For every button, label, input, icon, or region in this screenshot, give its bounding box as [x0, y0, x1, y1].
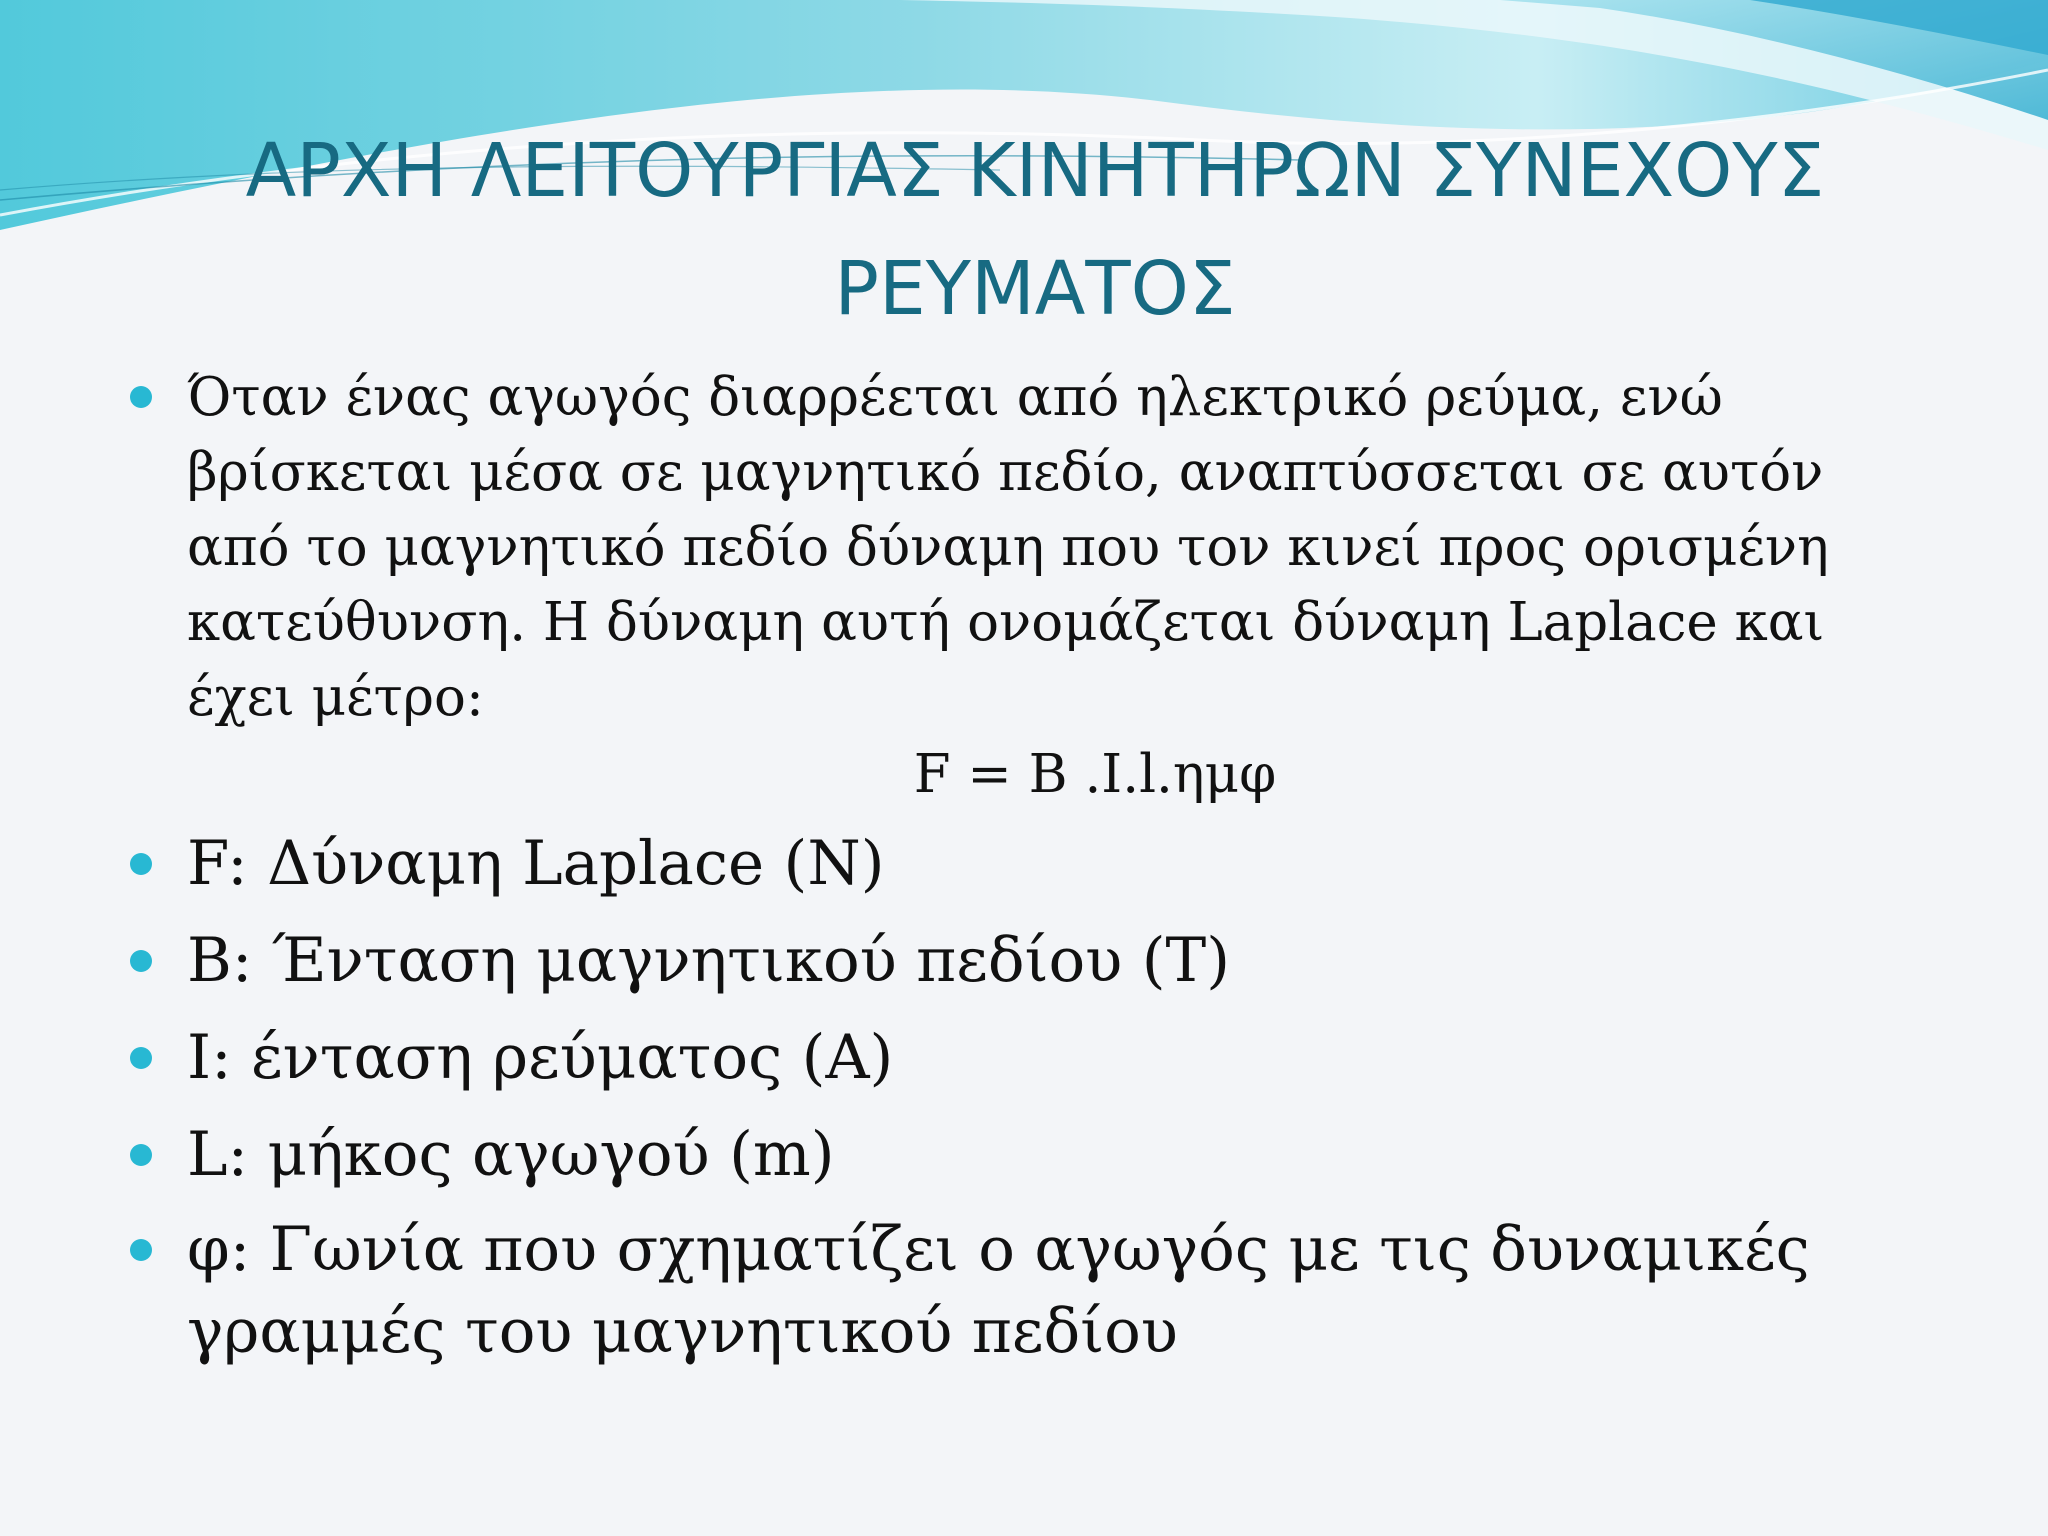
definition-item [120, 1106, 1940, 1203]
bullet-icon [130, 386, 152, 408]
bullet-icon [130, 1239, 152, 1261]
slide-content [120, 360, 1940, 1373]
slide-title: ΑΡΧΗ ΛΕΙΤΟΥΡΓΙΑΣ ΚΙΝΗΤΗΡΩΝ ΣΥΝΕΧΟΥΣ ΡΕΥΜΑΤΟΣ [245, 128, 1825, 332]
definition-text: F: Δύναμη Laplace (N) [187, 828, 885, 899]
definition-item [120, 1209, 1940, 1373]
definition-text: B: Ένταση μαγνητικού πεδίου (T) [187, 925, 1230, 996]
definition-item [120, 912, 1940, 1009]
intro-paragraph [120, 360, 1940, 735]
bullet-icon [130, 1144, 152, 1166]
definition-text: L: μήκος αγωγού (m) [187, 1119, 835, 1190]
bullet-icon [130, 950, 152, 972]
intro-text: Όταν ένας αγωγός διαρρέεται από ηλεκτρικό ρεύμα, ενώ βρίσκεται μέσα σε μαγνητικό πεδίο, αναπτύσσεται σε αυτόν από το μαγνητικό πεδίο δύναμη που τον κινεί προς ορισμένη κατεύθυνση. Η δύναμη αυτή ονομάζεται δύναμη Laplace και έχει μέτρο: [187, 367, 1829, 728]
definition-item [120, 815, 1940, 912]
definition-text: φ: Γωνία που σχηματίζει ο αγωγός με τις δυναμικές γραμμές του μαγνητικού πεδίου [187, 1214, 1810, 1367]
definition-item [120, 1009, 1940, 1106]
bullet-icon [130, 853, 152, 875]
formula: F = B .I.l.ημφ [913, 744, 1277, 805]
definition-text: I: ένταση ρεύματος (A) [187, 1022, 894, 1093]
bullet-icon [130, 1047, 152, 1069]
